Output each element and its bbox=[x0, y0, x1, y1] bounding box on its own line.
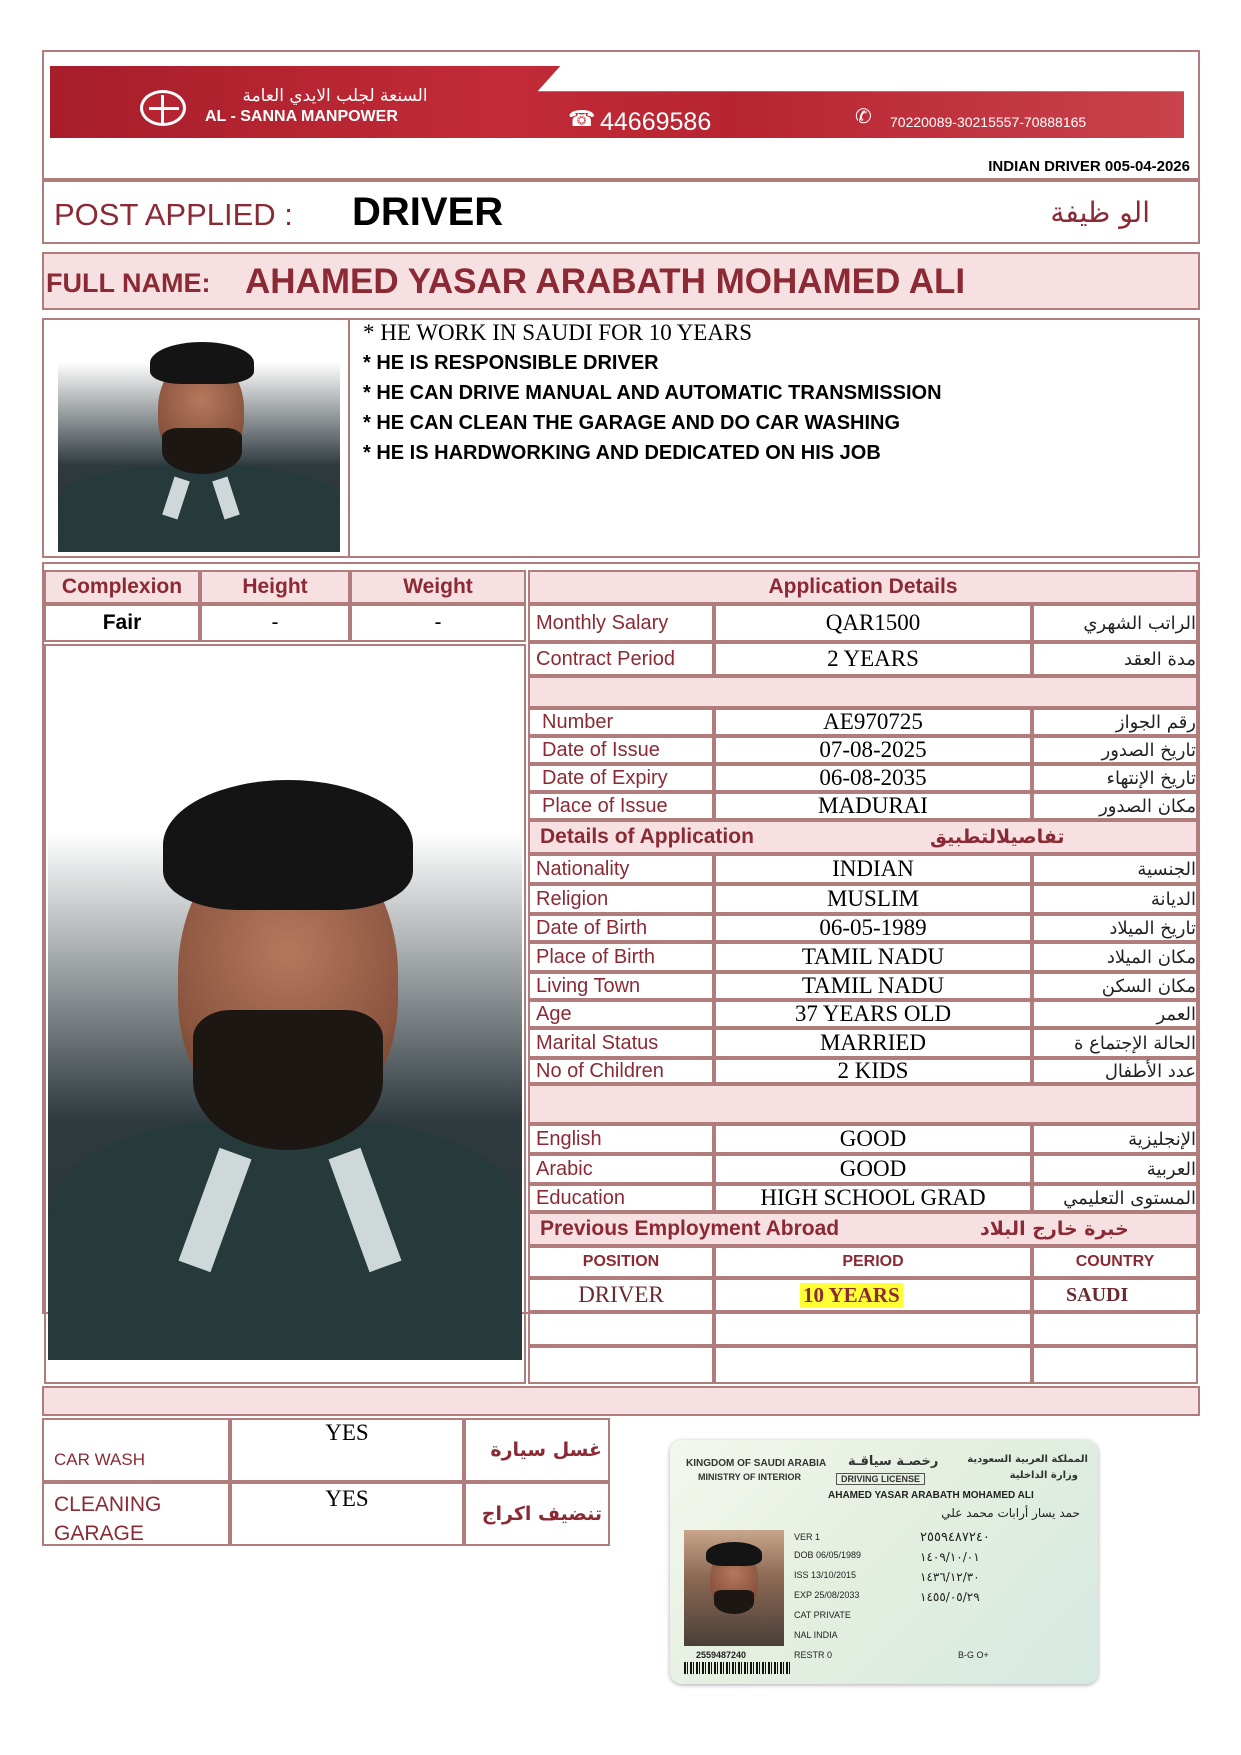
details-label-ar-4: مكان السكن bbox=[1032, 972, 1198, 1000]
passport-label-1: Date of Issue bbox=[528, 736, 714, 764]
post-label: POST APPLIED : bbox=[54, 197, 293, 232]
summary-line-2: * HE IS RESPONSIBLE DRIVER bbox=[363, 352, 659, 374]
details-label-7: No of Children bbox=[528, 1058, 714, 1084]
summary-line-3: * HE CAN DRIVE MANUAL AND AUTOMATIC TRANSMISSION bbox=[363, 382, 942, 404]
license-kingdom-en: KINGDOM OF SAUDI ARABIA bbox=[686, 1458, 827, 1469]
employment-empty-row-2 bbox=[528, 1346, 714, 1384]
license-iss: ISS 13/10/2015 bbox=[794, 1570, 857, 1580]
application-label-0: Monthly Salary bbox=[528, 604, 714, 642]
details-label-6: Marital Status bbox=[528, 1028, 714, 1058]
skills-value-1: GOOD bbox=[714, 1154, 1032, 1184]
skills-label-1: Arabic bbox=[528, 1154, 714, 1184]
passport-spacer bbox=[528, 676, 1198, 708]
name-value: AHAMED YASAR ARABATH MOHAMED ALI bbox=[245, 262, 966, 301]
license-number: 2559487240 bbox=[696, 1650, 747, 1660]
complexion-header: Complexion bbox=[44, 570, 200, 604]
details-label-5: Age bbox=[528, 1000, 714, 1028]
passport-label-ar-1: تاريخ الصدور bbox=[1032, 736, 1198, 764]
employment-header bbox=[528, 1212, 1198, 1246]
employment-title-ar: خبرة خارج البلاد bbox=[980, 1218, 1129, 1240]
application-value-0: QAR1500 bbox=[714, 604, 1032, 642]
employment-empty-row-1b bbox=[714, 1312, 1032, 1346]
employment-empty-row-1c bbox=[1032, 1312, 1198, 1346]
license-dob: DOB 06/05/1989 bbox=[794, 1550, 862, 1560]
employment-col-period: PERIOD bbox=[714, 1246, 1032, 1278]
passport-value-1: 07-08-2025 bbox=[714, 736, 1032, 764]
details-label-ar-6: الحالة الإجتماع ة bbox=[1032, 1028, 1198, 1058]
license-nal: NAL INDIA bbox=[794, 1630, 838, 1640]
details-label-ar-0: الجنسية bbox=[1032, 854, 1198, 884]
carwash-label: CAR WASH bbox=[42, 1418, 230, 1482]
cleaning-label: CLEANING GARAGE bbox=[54, 1493, 162, 1545]
license-name-en: AHAMED YASAR ARABATH MOHAMED ALI bbox=[828, 1490, 1034, 1501]
skills-value-2: HIGH SCHOOL GRAD bbox=[714, 1184, 1032, 1212]
skills-value-0: GOOD bbox=[714, 1124, 1032, 1154]
details-label-2: Date of Birth bbox=[528, 914, 714, 942]
phone-number: 44669586 bbox=[600, 108, 712, 136]
details-label-4: Living Town bbox=[528, 972, 714, 1000]
phone-icon: ☎ bbox=[568, 106, 596, 131]
application-label-1: Contract Period bbox=[528, 642, 714, 676]
details-value-5: 37 YEARS OLD bbox=[714, 1000, 1032, 1028]
employment-col-country: COUNTRY bbox=[1032, 1246, 1198, 1278]
employment-empty-row-2b bbox=[714, 1346, 1032, 1384]
weight-header: Weight bbox=[350, 570, 526, 604]
passport-label-2: Date of Expiry bbox=[528, 764, 714, 792]
name-label: FULL NAME: bbox=[46, 268, 211, 298]
details-value-4: TAMIL NADU bbox=[714, 972, 1032, 1000]
skills-label-ar-0: الإنجليزية bbox=[1032, 1124, 1198, 1154]
application-label-ar-0: الراتب الشهري bbox=[1032, 604, 1198, 642]
summary-line-1: * HE WORK IN SAUDI FOR 10 YEARS bbox=[363, 320, 753, 345]
carwash-value: YES bbox=[325, 1420, 369, 1445]
license-number-ar: ٢٥٥٩٤٨٧٢٤٠ bbox=[920, 1530, 990, 1545]
license-restr: RESTR 0 bbox=[794, 1650, 833, 1660]
license-cat: CAT PRIVATE bbox=[794, 1610, 851, 1620]
license-photo bbox=[684, 1530, 784, 1646]
details-label-ar-7: عدد الأطفال bbox=[1032, 1058, 1198, 1084]
license-ministry-en: MINISTRY OF INTERIOR bbox=[698, 1472, 802, 1482]
driving-license-card bbox=[670, 1440, 1098, 1684]
cleaning-label-ar: تنضيف اكراج bbox=[464, 1482, 610, 1546]
details-value-6: MARRIED bbox=[714, 1028, 1032, 1058]
employment-title: Previous Employment Abroad bbox=[540, 1217, 840, 1240]
application-value-1: 2 YEARS bbox=[714, 642, 1032, 676]
details-label-ar-5: العمر bbox=[1032, 1000, 1198, 1028]
license-kingdom-ar: المملكة العربية السعودية bbox=[967, 1454, 1088, 1465]
details-title: Details of Application bbox=[540, 825, 754, 848]
employment-empty-row-2c bbox=[1032, 1346, 1198, 1384]
passport-value-0: AE970725 bbox=[714, 708, 1032, 736]
details-label-ar-1: الديانة bbox=[1032, 884, 1198, 914]
employment-country: SAUDI bbox=[1032, 1278, 1198, 1312]
mobile-icon: ✆ bbox=[855, 106, 872, 128]
passport-label-ar-0: رقم الجواز bbox=[1032, 708, 1198, 736]
details-label-ar-2: تاريخ الميلاد bbox=[1032, 914, 1198, 942]
employment-empty-row-1 bbox=[528, 1312, 714, 1346]
reference-code: INDIAN DRIVER 005-04-2026 bbox=[988, 158, 1190, 175]
skills-label-ar-2: المستوى التعليمي bbox=[1032, 1184, 1198, 1212]
skills-label-0: English bbox=[528, 1124, 714, 1154]
license-barcode bbox=[684, 1662, 790, 1674]
application-label-ar-1: مدة العقد bbox=[1032, 642, 1198, 676]
passport-label-ar-3: مكان الصدور bbox=[1032, 792, 1198, 820]
skills-spacer bbox=[528, 1084, 1198, 1124]
summary-line-5: * HE IS HARDWORKING AND DEDICATED ON HIS JOB bbox=[363, 442, 881, 464]
license-blood: B-G O+ bbox=[958, 1650, 989, 1660]
height-header: Height bbox=[200, 570, 350, 604]
license-name-ar: حمد يسار أرابات محمد علي bbox=[941, 1506, 1080, 1520]
details-value-0: INDIAN bbox=[714, 854, 1032, 884]
skills-label-ar-1: العربية bbox=[1032, 1154, 1198, 1184]
details-value-3: TAMIL NADU bbox=[714, 942, 1032, 972]
company-name-en: AL - SANNA MANPOWER bbox=[205, 108, 398, 125]
complexion-value: Fair bbox=[44, 604, 200, 642]
passport-label-ar-2: تاريخ الإنتهاء bbox=[1032, 764, 1198, 792]
employment-period: 10 YEARS bbox=[800, 1283, 903, 1308]
grid-footer-band bbox=[42, 1386, 1200, 1416]
license-dob-ar: ١٤٠٩/١٠/٠١ bbox=[920, 1550, 980, 1564]
details-label-1: Religion bbox=[528, 884, 714, 914]
employment-position: DRIVER bbox=[528, 1278, 714, 1312]
details-value-2: 06-05-1989 bbox=[714, 914, 1032, 942]
skills-label-2: Education bbox=[528, 1184, 714, 1212]
license-exp: EXP 25/08/2033 bbox=[794, 1590, 860, 1600]
license-iss-ar: ١٤٣٦/١٢/٣٠ bbox=[920, 1570, 980, 1584]
details-value-7: 2 KIDS bbox=[714, 1058, 1032, 1084]
passport-value-3: MADURAI bbox=[714, 792, 1032, 820]
post-label-ar: الو ظيفة bbox=[1050, 196, 1150, 229]
details-label-ar-3: مكان الميلاد bbox=[1032, 942, 1198, 972]
employment-period-cell bbox=[714, 1278, 1032, 1312]
post-value: DRIVER bbox=[352, 190, 504, 234]
license-ministry-ar: وزارة الداخلية bbox=[1009, 1470, 1078, 1481]
carwash-label-ar: غسل سيارة bbox=[464, 1418, 610, 1482]
license-exp-ar: ١٤٥٥/٠٥/٢٩ bbox=[920, 1590, 980, 1604]
cleaning-value: YES bbox=[325, 1486, 369, 1511]
license-title-ar: رخصـة سياقـة bbox=[848, 1454, 939, 1469]
license-ver: VER 1 bbox=[794, 1532, 821, 1542]
application-details-header: Application Details bbox=[528, 570, 1198, 604]
license-title-en: DRIVING LICENSE bbox=[836, 1473, 925, 1485]
passport-label-3: Place of Issue bbox=[528, 792, 714, 820]
details-label-0: Nationality bbox=[528, 854, 714, 884]
applicant-photo-large bbox=[48, 760, 522, 1360]
weight-value: - bbox=[350, 604, 526, 642]
details-of-application-header bbox=[528, 820, 1198, 854]
company-name-ar: السنعة لجلب الايدي العامة bbox=[242, 86, 428, 106]
details-value-1: MUSLIM bbox=[714, 884, 1032, 914]
employment-col-position: POSITION bbox=[528, 1246, 714, 1278]
passport-value-2: 06-08-2035 bbox=[714, 764, 1032, 792]
details-label-3: Place of Birth bbox=[528, 942, 714, 972]
passport-label-0: Number bbox=[528, 708, 714, 736]
summary-line-4: * HE CAN CLEAN THE GARAGE AND DO CAR WASHING bbox=[363, 412, 901, 434]
photo-divider bbox=[348, 318, 350, 558]
details-title-ar: تفاصيلالتطبيق bbox=[930, 826, 1065, 848]
mobile-numbers: 70220089-30215557-70888165 bbox=[890, 114, 1087, 130]
height-value: - bbox=[200, 604, 350, 642]
globe-logo-icon bbox=[140, 90, 186, 126]
applicant-photo-small bbox=[58, 336, 340, 552]
